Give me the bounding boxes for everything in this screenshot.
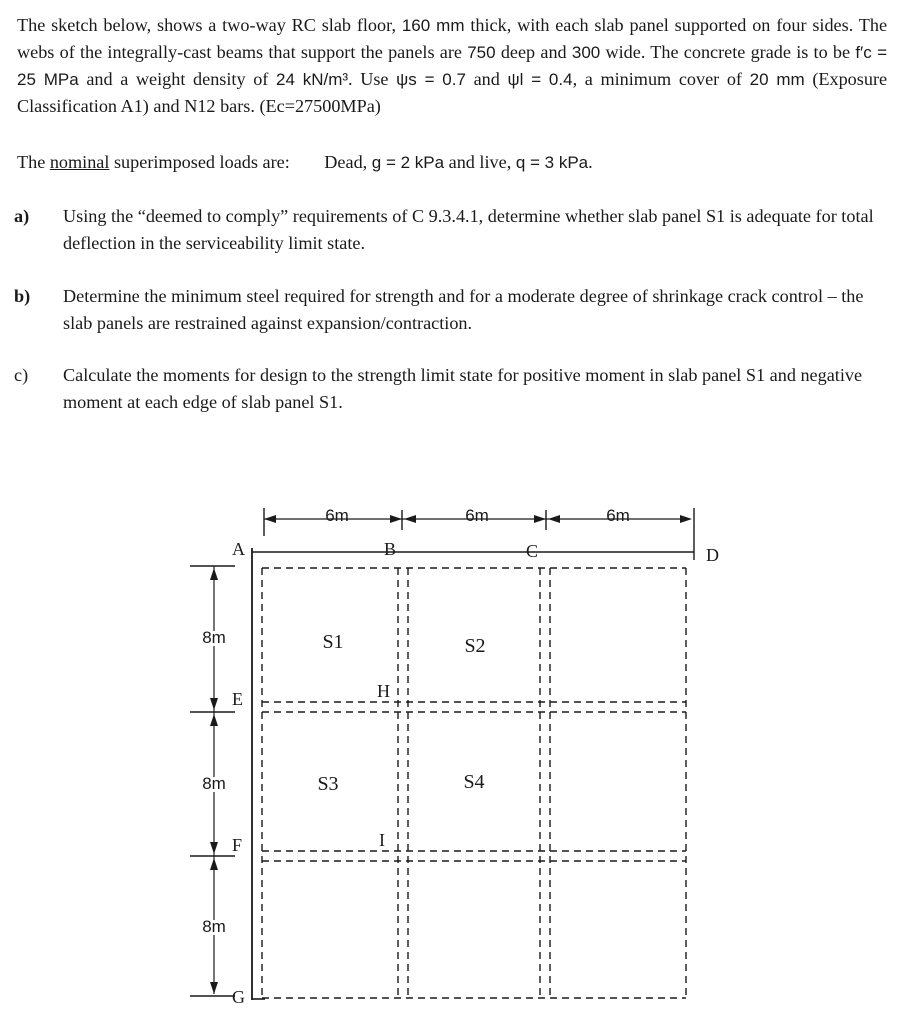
span-label-fg: 8m: [202, 917, 226, 936]
point-a: A: [232, 539, 245, 559]
concrete-grade: f′c = 25 MPa: [17, 43, 888, 89]
weight-density: 24 kN/m³: [276, 70, 349, 89]
point-d: D: [706, 545, 719, 565]
span-label-bc: 6m: [465, 506, 489, 525]
point-e: E: [232, 689, 243, 709]
span-label-cd: 6m: [606, 506, 630, 525]
span-label-ef: 8m: [202, 774, 226, 793]
cover: 20 mm: [749, 70, 805, 89]
beam-depth: 750: [467, 43, 496, 62]
point-c: C: [526, 541, 539, 561]
point-i: I: [379, 830, 385, 850]
panel-s4: S4: [463, 771, 485, 793]
beam-width: 300: [571, 43, 601, 62]
slab-thickness: 160 mm: [401, 16, 465, 35]
panel-s2: S2: [464, 635, 486, 657]
psi-l: ψl = 0.4: [507, 70, 573, 89]
point-g: G: [232, 987, 245, 1007]
panel-s3: S3: [317, 773, 339, 795]
nominal-loads: The nominal superimposed loads are: Dead, g = 2 kPa and live, q = 3 kPa.: [17, 152, 593, 172]
panel-s1: S1: [322, 631, 344, 653]
question-a: a) Using the “deemed to comply” requirements of C 9.3.4.1, determine whether slab panel S1 is adequate for total deflection in the serviceability limit state.: [14, 206, 874, 253]
span-label-ae: 8m: [202, 628, 226, 647]
point-h: H: [377, 681, 390, 701]
point-f: F: [232, 835, 243, 855]
problem-statement: The sketch below, shows a two-way RC slab floor, 160 mm thick, with each slab panel supported on four sides. The webs of the integrally-cast beams that support the panels are 750 deep and 300 wide. The concrete grade is to be f′c = 25 MPa and a weight density of 24 kN/m³. Use ψs = 0.7 and ψl = 0.4, a minimum cover of 20 mm (Exposure Classification A1) and N12 bars. (Ec=27500MPa): [17, 15, 888, 116]
psi-s: ψs = 0.7: [396, 70, 466, 89]
dead-load: g = 2 kPa: [371, 153, 445, 172]
live-load: q = 3 kPa: [515, 153, 589, 172]
point-b: B: [384, 539, 397, 559]
question-c: c) Calculate the moments for design to the strength limit state for positive moment in slab panel S1 and negative moment at each edge of slab panel S1.: [14, 365, 863, 412]
span-label-ab: 6m: [325, 506, 349, 525]
question-b: b) Determine the minimum steel required for strength and for a moderate degree of shrinkage crack control – the slab panels are restrained against expansion/contraction.: [14, 286, 864, 333]
